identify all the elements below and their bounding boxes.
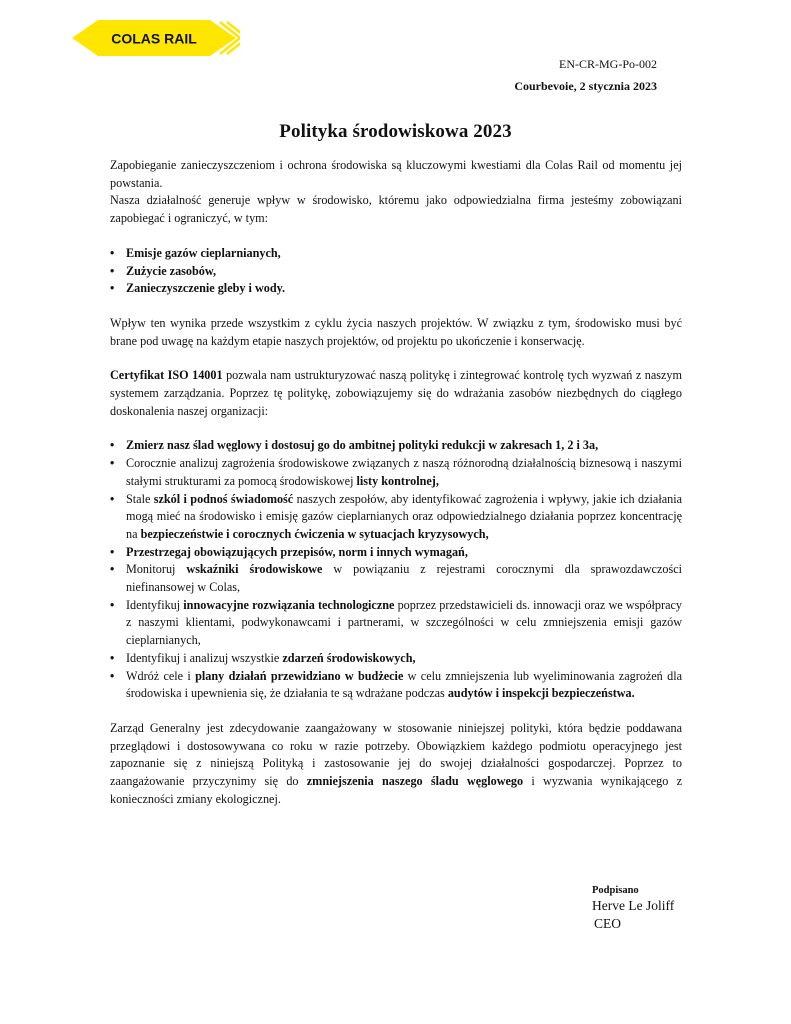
list-item: • Stale szkól i podnoś świadomość naszych zespołów, aby identyfikować zagrożenia i wpływy, jakie ich działania mogą mieć na środowisko i emisję gazów cieplarnianych oraz odpowiedzialnego działania poprzez koncentrację na bezpieczeństwie i corocznych ćwiczenia w sytuacjach kryzysowych,: [110, 491, 682, 544]
place-date: Courbevoie, 2 stycznia 2023: [514, 79, 657, 93]
list-item: • Zanieczyszczenie gleby i wody.: [110, 280, 682, 298]
list-item: • Zmierz nasz ślad węglowy i dostosuj go do ambitnej polityki redukcji w zakresach 1, 2 i 3a,: [110, 437, 682, 455]
iso-paragraph-text: pozwala nam ustrukturyzować naszą politykę i zintegrować kontrolę tych wyzwań z naszym systemem zarządzania. Poprzez tę politykę, zobowiązujemy się do wdrażania zasobów niezbędnych do ciągłego doskonalenia naszej organizacji:: [110, 368, 682, 418]
iso-certificate-text: Certyfikat ISO 14001: [110, 368, 223, 383]
logo-text: COLAS RAIL: [111, 30, 197, 47]
lifecycle-paragraph: Wpływ ten wynika przede wszystkim z cyklu życia naszych projektów. W związku z tym, środowisko musi być brane pod uwagę na każdym etapie naszych projektów, od projektu po ukończenie i konserwację.: [110, 315, 682, 348]
signature-label: Podpisano: [592, 885, 639, 896]
impact-list: [110, 245, 682, 298]
list-item: • Corocznie analizuj zagrożenia środowiskowe związanych z naszą różnorodną działalnością biznesową i naszymi stałymi strukturami za pomocą środowiskowej listy kontrolnej,: [110, 455, 682, 490]
list-item: • Identyfikuj i analizuj wszystkie zdarzeń środowiskowych,: [110, 650, 682, 668]
commitments-list: [110, 437, 682, 703]
policy-body: [110, 157, 682, 809]
signature-block: [592, 885, 674, 933]
signatory-role: CEO: [594, 916, 621, 931]
page-title: Polityka środowiskowa 2023: [279, 121, 512, 142]
document-header: [514, 53, 657, 97]
iso-paragraph: [110, 367, 682, 420]
intro-paragraph-1: Zapobieganie zanieczyszczeniom i ochrona środowiska są kluczowymi kwestiami dla Colas Rail od momentu jej powstania.: [110, 158, 682, 190]
list-item: • Zużycie zasobów,: [110, 263, 682, 281]
colas-rail-logo: [70, 18, 240, 58]
list-item: • Emisje gazów cieplarnianych,: [110, 245, 682, 263]
list-item: • Monitoruj wskaźniki środowiskowe w powiązaniu z rejestrami corocznymi dla sprawozdawczości niefinansowej w Colas,: [110, 561, 682, 596]
list-item: • Identyfikuj innowacyjne rozwiązania technologiczne poprzez przedstawicieli ds. innowacji oraz we współpracy z naszymi klientami, podwykonawcami i partnerami, w szczególności w celu zmniejszenia emisji gazów cieplarnianych,: [110, 597, 682, 650]
closing-paragraph: Zarząd Generalny jest zdecydowanie zaangażowany w stosowanie niniejszej polityki, która będzie poddawana przeglądowi i dostosowywana co roku w razie potrzeby. Obowiązkiem każdego podmiotu operacyjnego jest zapoznanie się z niniejszą Polityką i zastosowanie jej do swojej działalności gospodarczej. Poprzez to zaangażowanie przyczynimy się do zmniejszenia naszego śladu węglowego i wyzwania wynikającego z konieczności zmiany ekologicznej.: [110, 720, 682, 806]
document-reference: EN-CR-MG-Po-002: [559, 57, 657, 71]
signatory-name: Herve Le Joliff: [592, 898, 675, 913]
intro-paragraph-2: Nasza działalność generuje wpływ w środowisko, któremu jako odpowiedzialna firma jesteśmy zobowiązani zapobiegać i ograniczyć, w tym:: [110, 193, 682, 226]
list-item: • Wdróż cele i plany działań przewidziano w budżecie w celu zmniejszenia lub wyeliminowania zagrożeń dla środowiska i upewnienia się, że działania te są wdrażane podczas audytów i inspekcji bezpieczeństwa.: [110, 668, 682, 703]
list-item: • Przestrzegaj obowiązujących przepisów, norm i innych wymagań,: [110, 544, 682, 562]
